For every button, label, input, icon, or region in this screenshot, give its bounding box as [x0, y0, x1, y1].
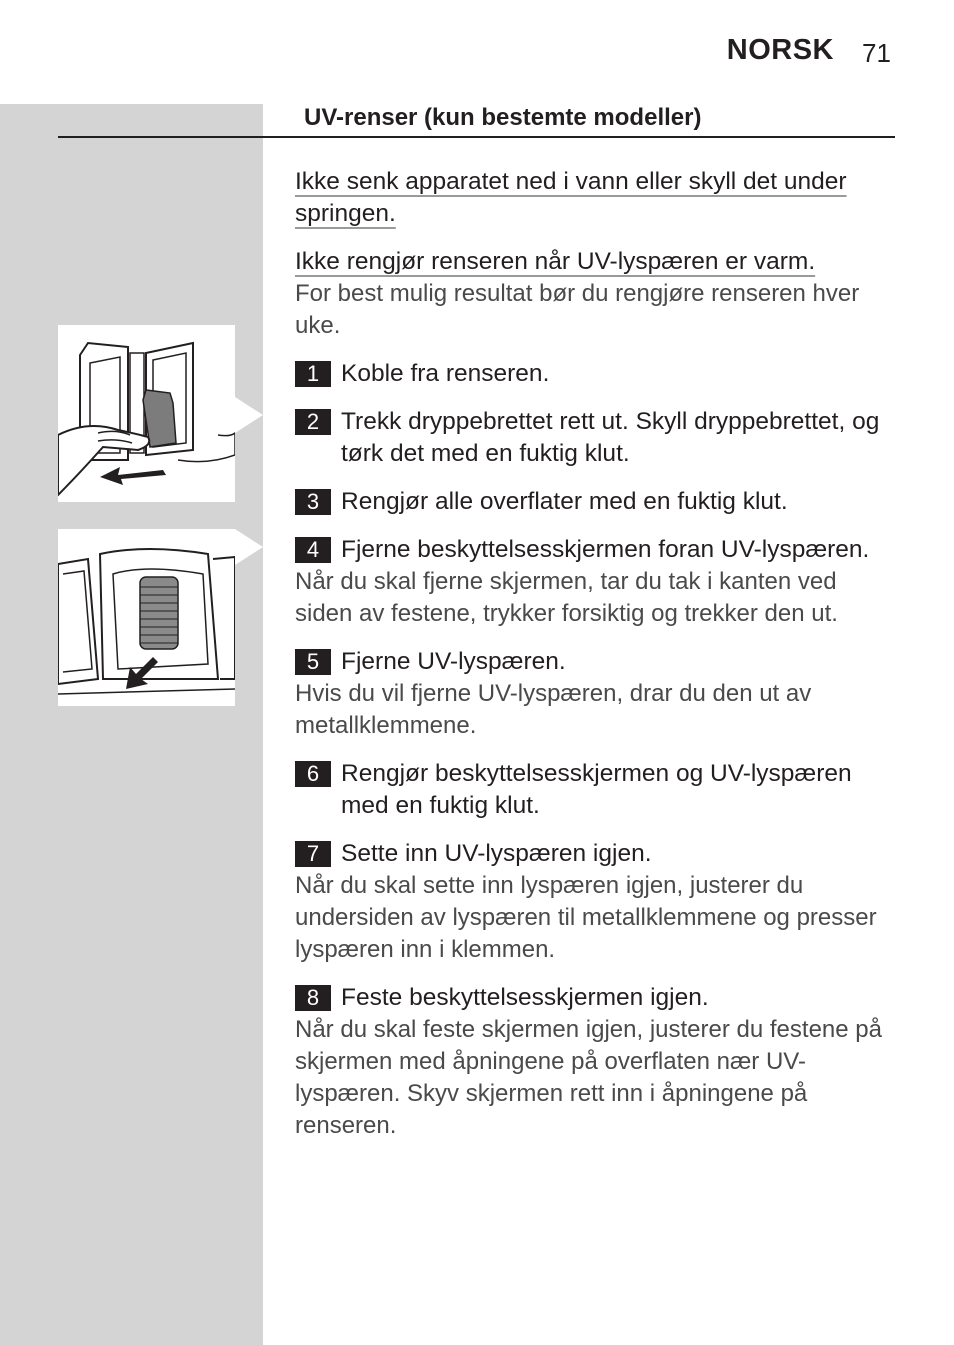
drip-tray-illustration: [58, 325, 235, 502]
step-7: [295, 838, 895, 870]
step-note: Hvis du vil fjerne UV-lyspæren, drar du den ut av metallklemmene.: [295, 680, 812, 739]
figure-pointer: [235, 397, 263, 433]
step-note: Når du skal feste skjermen igjen, justerer du festene på skjermen med åpningene på overflaten nær UV-lyspæren. Skyv skjermen rett inn i åpningene på renseren.: [295, 1016, 882, 1139]
figure-protective-screen: [58, 529, 235, 706]
warning-text: Ikke senk apparatet ned i vann eller skyll det under springen.: [295, 168, 847, 227]
figure-pointer: [235, 529, 263, 565]
warning-text: Ikke rengjør renseren når UV-lyspæren er varm.: [295, 248, 816, 275]
step-4: [295, 534, 895, 566]
gray-sidebar: [0, 104, 263, 1345]
step-number: 1: [295, 361, 331, 387]
step-text: Feste beskyttelsesskjermen igjen.: [341, 984, 709, 1011]
step-number: 2: [295, 409, 331, 435]
step-3: [295, 486, 895, 518]
step-number: 7: [295, 841, 331, 867]
step-1: [295, 358, 895, 390]
protective-screen-illustration: [58, 529, 235, 706]
step-number: 5: [295, 649, 331, 675]
step-text: Fjerne beskyttelsesskjermen foran UV-lyspæren.: [341, 536, 870, 563]
step-number: 6: [295, 761, 331, 787]
step-number: 4: [295, 537, 331, 563]
step-8: [295, 982, 895, 1014]
page-number: 71: [862, 38, 891, 68]
figure-drip-tray: [58, 325, 235, 502]
step-2: [295, 406, 895, 470]
step-number: 8: [295, 985, 331, 1011]
step-text: Rengjør alle overflater med en fuktig klut.: [341, 488, 788, 515]
language-header: NORSK: [726, 34, 834, 66]
step-text: Trekk dryppebrettet rett ut. Skyll dryppebrettet, og tørk det med en fuktig klut.: [341, 408, 880, 467]
step-number: 3: [295, 489, 331, 515]
step-text: Rengjør beskyttelsesskjermen og UV-lyspæren med en fuktig klut.: [341, 760, 852, 819]
intro-text: For best mulig resultat bør du rengjøre renseren hver uke.: [295, 280, 860, 339]
section-rule: [58, 136, 895, 138]
step-text: Koble fra renseren.: [341, 360, 550, 387]
step-text: Fjerne UV-lyspæren.: [341, 648, 566, 675]
step-5: [295, 646, 895, 678]
step-text: Sette inn UV-lyspæren igjen.: [341, 840, 652, 867]
step-note: Når du skal sette inn lyspæren igjen, justerer du undersiden av lyspæren til metallklemmene og presser lyspæren inn i klemmen.: [295, 872, 877, 963]
step-6: [295, 758, 895, 822]
step-note: Når du skal fjerne skjermen, tar du tak i kanten ved siden av festene, trykker forsiktig og trekker den ut.: [295, 568, 838, 627]
content-column: [295, 166, 895, 1142]
section-title: UV-renser (kun bestemte modeller): [304, 104, 702, 131]
